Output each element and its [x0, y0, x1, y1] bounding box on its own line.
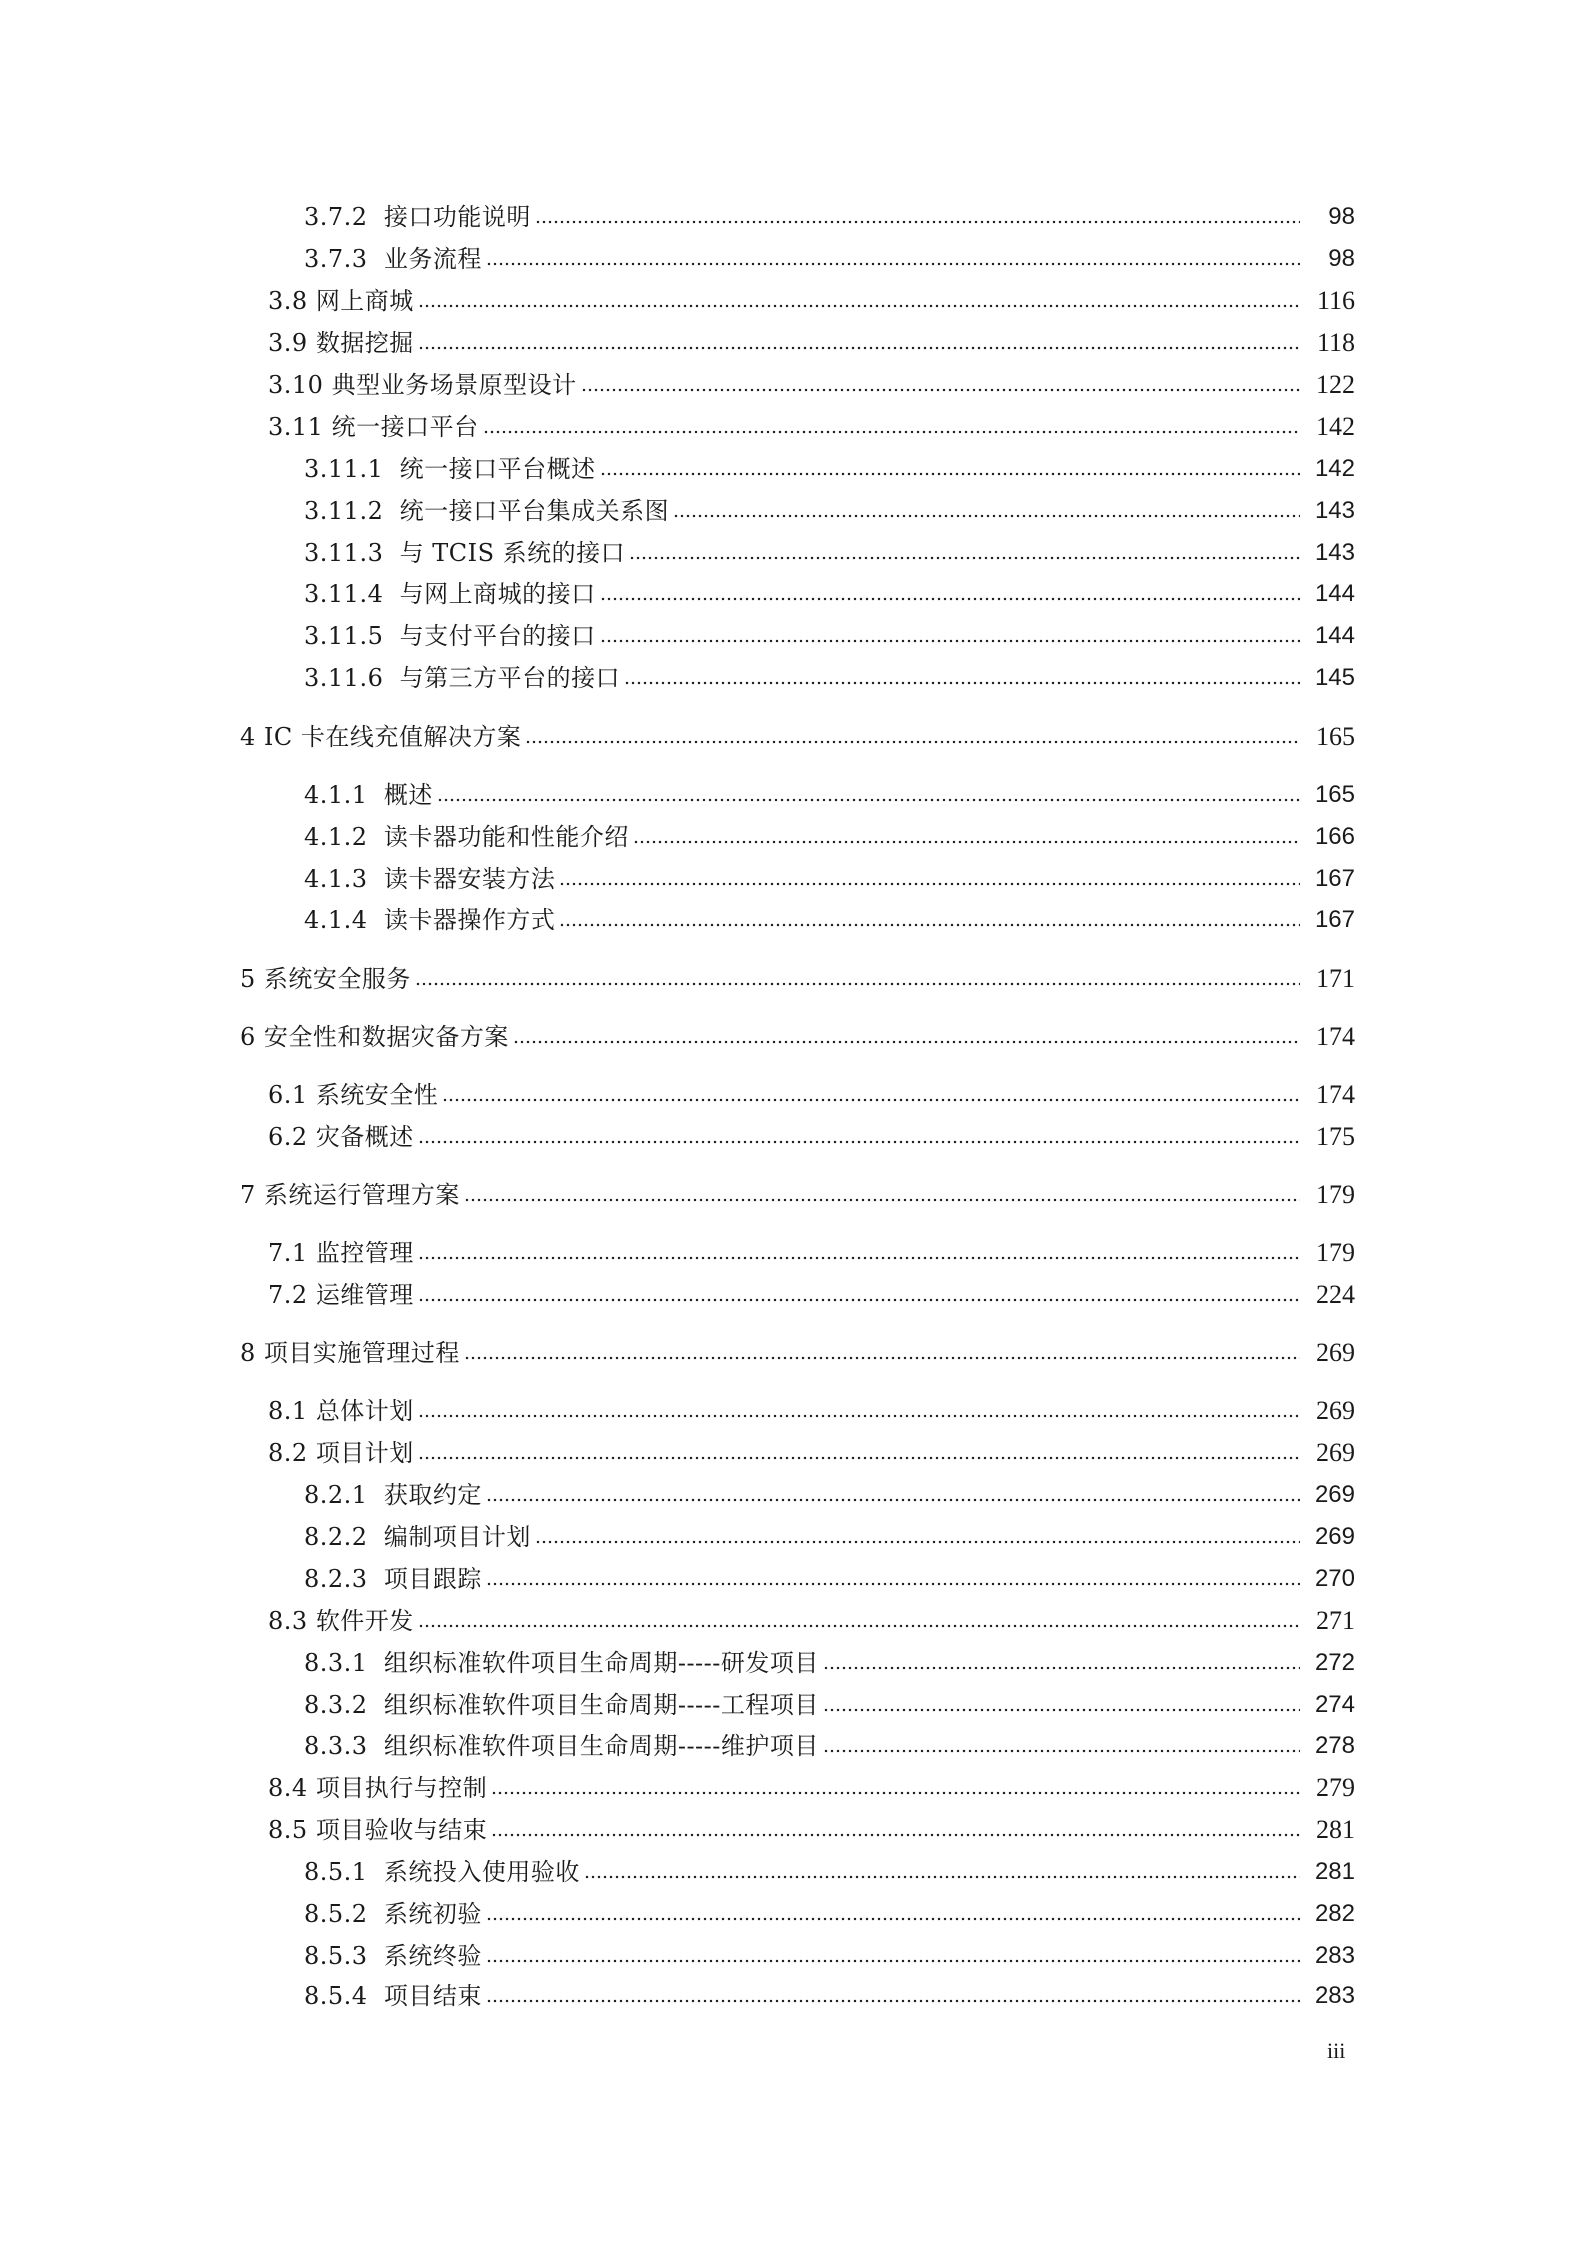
toc-entry-text: 项目计划	[315, 1439, 414, 1467]
toc-entry-title	[304, 621, 600, 651]
toc-entry-line	[0, 1564, 1355, 1594]
toc-entry-page: 145	[1314, 664, 1355, 691]
dot-leader	[823, 1748, 1300, 1754]
toc-entry-page: 143	[1314, 539, 1355, 566]
dot-leader	[486, 1916, 1300, 1922]
toc-entry-title	[304, 454, 600, 484]
toc-entry-page: 283	[1314, 1982, 1355, 2009]
dot-leader	[464, 1197, 1300, 1203]
toc-entry-title	[304, 1690, 823, 1720]
toc-entry-page: 142	[1314, 455, 1355, 482]
dot-leader	[415, 981, 1300, 987]
dot-leader	[600, 638, 1300, 644]
toc-entry-line	[0, 663, 1355, 693]
toc-entry-page: 269	[1316, 1396, 1355, 1425]
dot-leader	[486, 1581, 1300, 1587]
toc-entry-title	[268, 1773, 491, 1803]
toc-entry-text: 统一接口平台集成关系图	[399, 497, 670, 525]
toc-entry-page: 283	[1314, 1942, 1355, 1969]
toc-entry-line	[0, 1480, 1355, 1510]
dot-leader	[823, 1707, 1300, 1713]
toc-entry[interactable]	[0, 1234, 1587, 1268]
toc-entry-text: 总体计划	[315, 1397, 414, 1425]
toc-entry-number: 7	[240, 1181, 256, 1209]
dot-leader	[486, 1998, 1300, 2004]
toc-entry-line	[0, 1180, 1355, 1210]
toc-entry[interactable]	[0, 1518, 1587, 1552]
toc-entry-number: 6.2	[268, 1123, 308, 1151]
toc-entry-page: 282	[1314, 1900, 1355, 1927]
toc-entry-number: 3.9	[268, 329, 308, 357]
toc-entry-title	[304, 822, 633, 852]
toc-entry-line	[0, 202, 1355, 232]
toc-entry[interactable]	[0, 198, 1587, 232]
toc-entry-number: 8.5.3	[304, 1942, 368, 1970]
toc-entry[interactable]	[0, 1176, 1587, 1210]
toc-entry-title	[240, 722, 525, 752]
toc-entry-number: 8.5	[268, 1816, 308, 1844]
toc-entry-line	[0, 1522, 1355, 1552]
toc-entry-title	[268, 1280, 418, 1310]
toc-entry-text: 组织标准软件项目生命周期-----工程项目	[383, 1691, 819, 1719]
toc-entry-page: 171	[1316, 964, 1355, 993]
toc-entry-text: 组织标准软件项目生命周期-----研发项目	[383, 1649, 819, 1677]
dot-leader	[486, 1497, 1300, 1503]
toc-entry[interactable]	[0, 575, 1587, 609]
dot-leader	[442, 1097, 1300, 1103]
toc-entry-page: 165	[1316, 722, 1355, 751]
toc-entry-title	[268, 1396, 418, 1426]
toc-entry-title	[304, 1564, 486, 1594]
toc-entry-line	[0, 621, 1355, 651]
toc-entry-number: 8.3.2	[304, 1691, 368, 1719]
toc-entry[interactable]	[0, 324, 1587, 358]
toc-entry-line	[0, 1648, 1355, 1678]
toc-entry-page: 272	[1314, 1649, 1355, 1676]
toc-entry-text: 系统投入使用验收	[383, 1858, 580, 1886]
dot-leader	[629, 555, 1300, 561]
toc-entry-page: 174	[1316, 1080, 1355, 1109]
toc-entry-page: 175	[1316, 1122, 1355, 1151]
toc-entry-title	[304, 538, 629, 568]
toc-entry[interactable]	[0, 1686, 1587, 1720]
toc-entry[interactable]	[0, 1769, 1587, 1803]
toc-entry-text: 软件开发	[315, 1607, 414, 1635]
toc-entry-title	[268, 370, 581, 400]
toc-entry-number: 8.4	[268, 1774, 308, 1802]
toc-entry-number: 8.2.2	[304, 1523, 368, 1551]
toc-entry[interactable]	[0, 1018, 1587, 1052]
dot-leader	[673, 513, 1300, 519]
toc-entry-number: 7.2	[268, 1281, 308, 1309]
toc-entry-number: 3.11.2	[304, 497, 384, 525]
toc-entry-line	[0, 1338, 1355, 1368]
toc-entry[interactable]	[0, 1276, 1587, 1310]
toc-entry-title	[268, 1438, 418, 1468]
toc-entry-line	[0, 1981, 1355, 2011]
toc-entry-number: 8.3	[268, 1607, 308, 1635]
dot-leader	[418, 303, 1300, 309]
toc-entry-text: 项目执行与控制	[315, 1774, 488, 1802]
toc-entry-title	[304, 1857, 584, 1887]
toc-entry-number: 4.1.4	[304, 906, 368, 934]
toc-entry-line	[0, 1815, 1355, 1845]
dot-leader	[437, 797, 1300, 803]
toc-entry-page: 167	[1314, 906, 1355, 933]
toc-entry-text: 获取约定	[383, 1481, 482, 1509]
toc-entry-number: 8.5.1	[304, 1858, 368, 1886]
toc-entry-line	[0, 496, 1355, 526]
toc-entry-title	[304, 780, 437, 810]
toc-entry[interactable]	[0, 1076, 1587, 1110]
toc-entry-title	[240, 964, 415, 994]
toc-entry[interactable]	[0, 617, 1587, 651]
dot-leader	[513, 1039, 1300, 1045]
toc-entry-text: 统一接口平台概述	[399, 455, 596, 483]
toc-entry[interactable]	[0, 1644, 1587, 1678]
dot-leader	[633, 839, 1300, 845]
dot-leader	[491, 1832, 1300, 1838]
dot-leader	[491, 1790, 1300, 1796]
dot-leader	[418, 1255, 1300, 1261]
toc-entry-title	[268, 412, 483, 442]
toc-entry-title	[304, 579, 600, 609]
toc-entry-number: 3.11.4	[304, 580, 384, 608]
dot-leader	[581, 387, 1300, 393]
toc-entry-line	[0, 1022, 1355, 1052]
toc-entry-text: 网上商城	[315, 287, 414, 315]
toc-entry-line	[0, 722, 1355, 752]
toc-entry-number: 4	[240, 723, 256, 751]
toc-entry-line	[0, 1280, 1355, 1310]
dot-leader	[486, 261, 1300, 267]
toc-entry-text: 项目结束	[383, 1982, 482, 2010]
toc-entry[interactable]	[0, 1727, 1587, 1761]
toc-entry-line	[0, 1731, 1355, 1761]
toc-entry-page: 144	[1314, 622, 1355, 649]
toc-entry-page: 179	[1316, 1238, 1355, 1267]
toc-entry-text: 组织标准软件项目生命周期-----维护项目	[383, 1732, 819, 1760]
toc-entry[interactable]	[0, 408, 1587, 442]
toc-entry-line	[0, 1773, 1355, 1803]
toc-entry-page: 116	[1316, 286, 1355, 315]
toc-entry-text: 项目验收与结束	[315, 1816, 488, 1844]
toc-entry-number: 8.3.3	[304, 1732, 368, 1760]
toc-entry[interactable]	[0, 366, 1587, 400]
toc-entry-page: 281	[1314, 1858, 1355, 1885]
toc-entry-number: 3.11.1	[304, 455, 384, 483]
toc-entry-number: 4.1.2	[304, 823, 368, 851]
toc-entry-page: 118	[1316, 328, 1355, 357]
toc-entry-text: 概述	[383, 781, 433, 809]
toc-entry-text: 灾备概述	[315, 1123, 414, 1151]
toc-entry[interactable]	[0, 1895, 1587, 1929]
toc-entry-title	[304, 663, 624, 693]
toc-entry-title	[304, 1899, 486, 1929]
page-number: iii	[1327, 2038, 1346, 2063]
toc-entry-title	[304, 864, 559, 894]
toc-entry-page: 269	[1314, 1523, 1355, 1550]
dot-leader	[418, 345, 1300, 351]
toc-entry-text: 系统安全性	[315, 1081, 439, 1109]
dot-leader	[600, 471, 1300, 477]
toc-entry-line	[0, 1690, 1355, 1720]
dot-leader	[464, 1355, 1300, 1361]
toc-entry[interactable]	[0, 1560, 1587, 1594]
toc-entry-line	[0, 370, 1355, 400]
dot-leader	[600, 596, 1300, 602]
toc-entry-number: 4.1.1	[304, 781, 368, 809]
dot-leader	[418, 1623, 1300, 1629]
toc-entry-text: 读卡器功能和性能介绍	[383, 823, 629, 851]
toc-entry-number: 3.11.6	[304, 664, 384, 692]
toc-entry-line	[0, 328, 1355, 358]
toc-entry-text: 与网上商城的接口	[399, 580, 596, 608]
toc-entry-title	[304, 244, 486, 274]
toc-entry-line	[0, 864, 1355, 894]
toc-entry-text: 系统初验	[383, 1900, 482, 1928]
toc-entry-text: 接口功能说明	[383, 203, 531, 231]
toc-entry-page: 122	[1316, 370, 1355, 399]
toc-entry-page: 166	[1314, 823, 1355, 850]
toc-entry-page: 179	[1316, 1180, 1355, 1209]
toc-entry-number: 3.8	[268, 287, 308, 315]
toc-entry-title	[268, 328, 418, 358]
toc-entry-line	[0, 579, 1355, 609]
toc-entry-line	[0, 1941, 1355, 1971]
toc-entry-number: 6.1	[268, 1081, 308, 1109]
toc-entry-line	[0, 1080, 1355, 1110]
toc-entry-text: 读卡器操作方式	[383, 906, 556, 934]
toc-entry-title	[268, 1122, 418, 1152]
toc-entry-line	[0, 538, 1355, 568]
toc-entry-page: 278	[1314, 1732, 1355, 1759]
toc-entry-line	[0, 454, 1355, 484]
dot-leader	[418, 1297, 1300, 1303]
dot-leader	[486, 1958, 1300, 1964]
toc-entry-line	[0, 1857, 1355, 1887]
toc-entry-page: 224	[1316, 1280, 1355, 1309]
toc-entry[interactable]	[0, 450, 1587, 484]
toc-entry-text: 读卡器安装方法	[383, 865, 556, 893]
toc-entry-line	[0, 780, 1355, 810]
toc-entry-text: 编制项目计划	[383, 1523, 531, 1551]
toc-entry-title	[304, 1941, 486, 1971]
toc-entry-title	[304, 1480, 486, 1510]
toc-entry-page: 167	[1314, 865, 1355, 892]
toc-entry-page: 271	[1316, 1606, 1355, 1635]
toc-entry-title	[304, 1648, 823, 1678]
toc-entry-number: 8.2.3	[304, 1565, 368, 1593]
toc-entry-page: 142	[1316, 412, 1355, 441]
toc-entry-number: 8.2.1	[304, 1481, 368, 1509]
toc-entry-line	[0, 412, 1355, 442]
toc-entry-text: 项目跟踪	[383, 1565, 482, 1593]
toc-entry-text: 典型业务场景原型设计	[331, 371, 577, 399]
toc-entry[interactable]	[0, 1937, 1587, 1971]
dot-leader	[559, 881, 1300, 887]
toc-entry-number: 8	[240, 1339, 256, 1367]
toc-entry-text: 业务流程	[383, 245, 482, 273]
toc-entry-text: 系统运行管理方案	[263, 1181, 460, 1209]
toc-entry-page: 269	[1316, 1338, 1355, 1367]
toc-entry-page: 269	[1314, 1481, 1355, 1508]
toc-entry[interactable]	[0, 1392, 1587, 1426]
toc-entry-text: 数据挖掘	[315, 329, 414, 357]
toc-entry-page: 144	[1314, 580, 1355, 607]
toc-entry[interactable]	[0, 1476, 1587, 1510]
toc-entry-page: 279	[1316, 1773, 1355, 1802]
toc-entry-number: 8.2	[268, 1439, 308, 1467]
toc-entry-title	[240, 1022, 513, 1052]
toc-entry-number: 8.3.1	[304, 1649, 368, 1677]
toc-entry[interactable]	[0, 1853, 1587, 1887]
dot-leader	[584, 1874, 1300, 1880]
toc-entry-page: 98	[1328, 203, 1355, 230]
toc-entry-title	[304, 1981, 486, 2011]
toc-entry-title	[268, 1238, 418, 1268]
dot-leader	[418, 1455, 1300, 1461]
toc-entry[interactable]	[0, 776, 1587, 810]
toc-entry-text: 与第三方平台的接口	[399, 664, 621, 692]
toc-entry-text: 安全性和数据灾备方案	[263, 1023, 509, 1051]
toc-entry-title	[304, 1731, 823, 1761]
toc-entry-number: 3.7.2	[304, 203, 368, 231]
toc-entry-number: 3.11.3	[304, 539, 384, 567]
toc-entry-line	[0, 1122, 1355, 1152]
dot-leader	[823, 1665, 1300, 1671]
toc-entry-line	[0, 1396, 1355, 1426]
toc-entry-line	[0, 1606, 1355, 1636]
toc-entry-text: IC 卡在线充值解决方案	[263, 723, 522, 751]
toc-entry-number: 5	[240, 965, 256, 993]
toc-entry[interactable]	[0, 282, 1587, 316]
toc-entry[interactable]	[0, 1977, 1587, 2011]
toc-entry[interactable]	[0, 1118, 1587, 1152]
toc-entry[interactable]	[0, 818, 1587, 852]
dot-leader	[624, 680, 1300, 686]
toc-entry-line	[0, 964, 1355, 994]
toc-entry-title	[304, 202, 535, 232]
toc-entry[interactable]	[0, 240, 1587, 274]
dot-leader	[535, 219, 1300, 225]
toc-entry-line	[0, 822, 1355, 852]
toc-entry-line	[0, 1438, 1355, 1468]
toc-entry-line	[0, 244, 1355, 274]
toc-entry-line	[0, 286, 1355, 316]
toc-entry-page: 269	[1316, 1438, 1355, 1467]
toc-entry-number: 3.11	[268, 413, 324, 441]
toc-entry-title	[268, 1815, 491, 1845]
dot-leader	[418, 1139, 1300, 1145]
dot-leader	[483, 429, 1300, 435]
toc-entry[interactable]	[0, 659, 1587, 693]
toc-entry-number: 6	[240, 1023, 256, 1051]
dot-leader	[559, 922, 1300, 928]
toc-entry-title	[268, 286, 418, 316]
toc-entry-title	[240, 1180, 464, 1210]
dot-leader	[418, 1413, 1300, 1419]
toc-entry[interactable]	[0, 534, 1587, 568]
toc-entry-page: 270	[1314, 1565, 1355, 1592]
toc-entry-page: 174	[1316, 1022, 1355, 1051]
toc-entry[interactable]	[0, 718, 1587, 752]
toc-entry-number: 3.7.3	[304, 245, 368, 273]
toc-entry[interactable]	[0, 492, 1587, 526]
toc-entry[interactable]	[0, 1434, 1587, 1468]
toc-entry[interactable]	[0, 901, 1587, 935]
toc-entry-text: 监控管理	[315, 1239, 414, 1267]
toc-entry-title	[304, 905, 559, 935]
toc-entry-text: 运维管理	[315, 1281, 414, 1309]
toc-entry-page: 98	[1328, 245, 1355, 272]
toc-entry-title	[268, 1080, 442, 1110]
toc-entry[interactable]	[0, 860, 1587, 894]
toc-entry-page: 165	[1314, 781, 1355, 808]
toc-entry-number: 8.1	[268, 1397, 308, 1425]
toc-entry[interactable]	[0, 960, 1587, 994]
toc-entry[interactable]	[0, 1602, 1587, 1636]
toc-entry-page: 274	[1314, 1691, 1355, 1718]
toc-entry[interactable]	[0, 1811, 1587, 1845]
toc-entry-text: 项目实施管理过程	[263, 1339, 460, 1367]
toc-entry-line	[0, 905, 1355, 935]
dot-leader	[535, 1539, 1300, 1545]
toc-entry-line	[0, 1238, 1355, 1268]
toc-entry-line	[0, 1899, 1355, 1929]
toc-entry-text: 统一接口平台	[331, 413, 479, 441]
toc-entry-title	[304, 1522, 535, 1552]
toc-entry-title	[268, 1606, 418, 1636]
toc-entry-number: 8.5.2	[304, 1900, 368, 1928]
toc-entry-text: 与 TCIS 系统的接口	[399, 539, 626, 567]
toc-entry-number: 4.1.3	[304, 865, 368, 893]
toc-entry-title	[240, 1338, 464, 1368]
toc-entry-number: 8.5.4	[304, 1982, 368, 2010]
toc-entry[interactable]	[0, 1334, 1587, 1368]
toc-entry-page: 281	[1316, 1815, 1355, 1844]
toc-entry-text: 系统安全服务	[263, 965, 411, 993]
toc-entry-number: 7.1	[268, 1239, 308, 1267]
toc-entry-text: 系统终验	[383, 1942, 482, 1970]
toc-entry-title	[304, 496, 673, 526]
toc-entry-number: 3.11.5	[304, 622, 384, 650]
toc-entry-page: 143	[1314, 497, 1355, 524]
dot-leader	[525, 739, 1300, 745]
toc-entry-number: 3.10	[268, 371, 324, 399]
toc-entry-text: 与支付平台的接口	[399, 622, 596, 650]
